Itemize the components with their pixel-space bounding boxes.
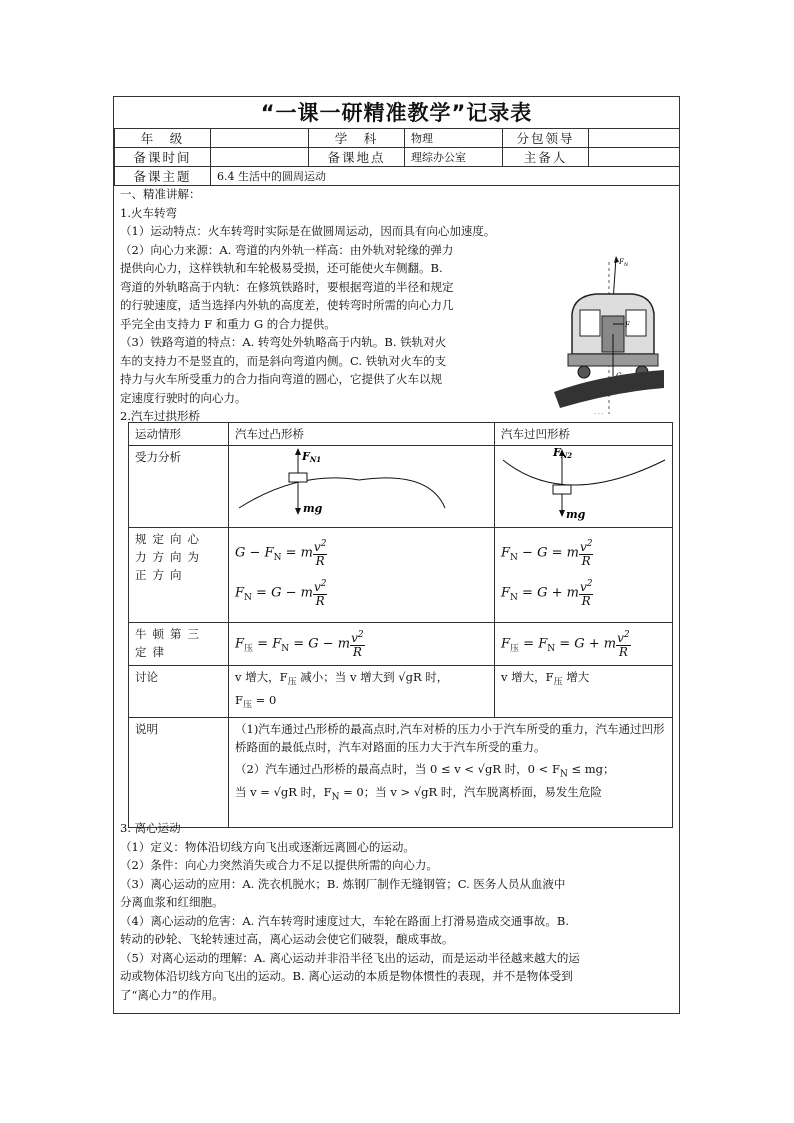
paragraph: 弯道的外轨略高于内轨：在修筑铁路时，要根据弯道的半径和规定 <box>120 279 454 294</box>
centrifugal-section <box>120 819 676 1004</box>
row-label-newton: 牛顿第三定律 <box>129 623 229 666</box>
convex-discuss: v 增大，$F_压$ 减小；当 v 增大到 √gR 时， $F_压 = 0$ <box>229 666 495 718</box>
convex-newton-formula: $F_压 = F_N = G - m$ $\frac{v^2}{R}$ <box>229 623 495 666</box>
grade-label: 年 级 <box>115 129 211 148</box>
row-label-direction: 规定向心力方向为正方向 <box>129 528 229 623</box>
subsection-heading: 2.汽车过拱形桥 <box>120 409 200 423</box>
paragraph: 的行驶速度，适当选择内外轨的高度差，使转弯时所需的向心力几 <box>120 298 454 312</box>
paragraph: 分离血浆和红细胞。 <box>120 895 224 909</box>
fn1-label: FN1 <box>302 450 322 464</box>
subsection-heading: 1.火车转弯 <box>120 205 177 220</box>
page-title: “一课一研精准教学”记录表 <box>260 101 533 125</box>
concave-header: 汽车过凹形桥 <box>495 423 673 446</box>
paragraph: （3）铁路弯道的特点：A. 转弯处外轨略高于内轨。B. 铁轨对火 <box>120 335 447 349</box>
leader-value <box>589 129 680 148</box>
note-2a: （2）汽车通过凸形桥的最高点时，当 0 ≤ v < √gR 时，$0 < F_N$ ≤ mg； <box>235 761 615 779</box>
paragraph: （3）离心运动的应用：A. 洗衣机脱水；B. 炼钢厂制作无缝钢管；C. 医务人员从血液中 <box>120 876 566 891</box>
row-label-note: 说明 <box>129 717 229 827</box>
concave-force-diagram <box>495 446 673 528</box>
convex-header: 汽车过凸形桥 <box>229 423 495 446</box>
paragraph: 提供向心力，这样铁轨和车轮极易受损，还可能使火车侧翻。B. <box>120 261 443 275</box>
subject-value: 物理 <box>405 129 503 148</box>
grade-value <box>211 129 309 148</box>
time-label: 备课时间 <box>115 148 211 167</box>
paragraph: 车的支持力不是竖直的，而是斜向弯道内侧。C. 铁轨对火车的支 <box>120 353 447 368</box>
paragraph: 动或物体沿切线方向飞出的运动。B. 离心运动的本质是物体惯性的表现，并不是物体受到 <box>120 969 573 983</box>
mg-label-convex: mg <box>303 502 323 515</box>
main-label: 主备人 <box>503 148 589 167</box>
row-label-force: 受力分析 <box>129 446 229 528</box>
note-1: （1)汽车通过凸形桥的最高点时,汽车对桥的压力小于汽车所受的重力，汽车通过凹形桥路面的最低点时，汽车对路面的压力大于汽车所受的重力。 <box>235 721 665 754</box>
header-table <box>114 128 680 186</box>
paragraph: （2）条件：向心力突然消失或合力不足以提供所需的向心力。 <box>120 858 438 872</box>
paragraph: （1）定义：物体沿切线方向飞出或逐渐远离圆心的运动。 <box>120 839 415 854</box>
place-label: 备课地点 <box>309 148 405 167</box>
row-label-discuss: 讨论 <box>129 666 229 718</box>
main-value <box>589 148 680 167</box>
concave-discuss: v 增大，$F_压$ 增大 <box>495 666 673 718</box>
topic-value: 6.4 生活中的圆周运动 <box>211 167 680 186</box>
note-2b: 当 v = √gR 时，$F_N = 0$；当 v > √gR 时，汽车脱离桥面，易发生危险 <box>235 784 602 803</box>
paragraph: （4）离心运动的危害：A. 汽车转弯时速度过大，车轮在路面上打滑易造成交通事故。B. <box>120 913 570 928</box>
convex-direction-formulas: $G - F_N = m$ $\frac{v^2}{R}$ $F_N = G - m$ $\frac{v^2}{R}$ <box>229 528 495 623</box>
mg-label-concave: mg <box>566 508 586 521</box>
paragraph: 转动的砂轮、飞轮转速过高，离心运动会使它们破裂，酿成事故。 <box>120 932 454 946</box>
col-header: 运动情形 <box>129 423 229 446</box>
concave-direction-formulas: $F_N - G = m$ $\frac{v^2}{R}$ $F_N = G + m$ $\frac{v^2}{R}$ <box>495 528 673 623</box>
time-value <box>211 148 309 167</box>
concave-newton-formula: $F_压 = F_N = G + m$ $\frac{v^2}{R}$ <box>495 623 673 666</box>
paragraph: 持力与火车所受重力的合力指向弯道的圆心，它提供了火车以规 <box>120 372 442 386</box>
place-value: 理综办公室 <box>405 148 503 167</box>
paragraph: 了“离心力”的作用。 <box>120 987 224 1002</box>
convex-force-diagram <box>229 446 495 528</box>
train-fn-label: $F_N$ <box>619 258 629 268</box>
subject-label: 学 科 <box>309 129 405 148</box>
svg-text:· · ·: · · · <box>594 411 604 418</box>
paragraph: 定速度行驶时的向心力。 <box>120 390 247 405</box>
train-f-label: F <box>625 321 630 329</box>
note-cell <box>229 717 673 827</box>
leader-label: 分包领导 <box>503 129 589 148</box>
section-heading: 一、精准讲解： <box>120 187 201 201</box>
paragraph: （1）运动特点：火车转弯时实际是在做圆周运动，因而具有向心加速度。 <box>120 224 496 238</box>
paragraph: 乎完全由支持力 F 和重力 G 的合力提供。 <box>120 316 336 331</box>
bridge-table <box>128 422 673 828</box>
paragraph: （5）对离心运动的理解：A. 离心运动并非沿半径飞出的运动，而是运动半径越来越大的运 <box>120 950 580 965</box>
paragraph: （2）向心力来源：A. 弯道的内外轨一样高：由外轨对轮缘的弹力 <box>120 242 454 257</box>
fn2-label: FN2 <box>553 446 573 460</box>
subsection-heading: 3. 离心运动 <box>120 821 181 835</box>
topic-label: 备课主题 <box>115 167 211 186</box>
train-illustration <box>554 254 664 420</box>
record-form <box>113 96 680 1014</box>
